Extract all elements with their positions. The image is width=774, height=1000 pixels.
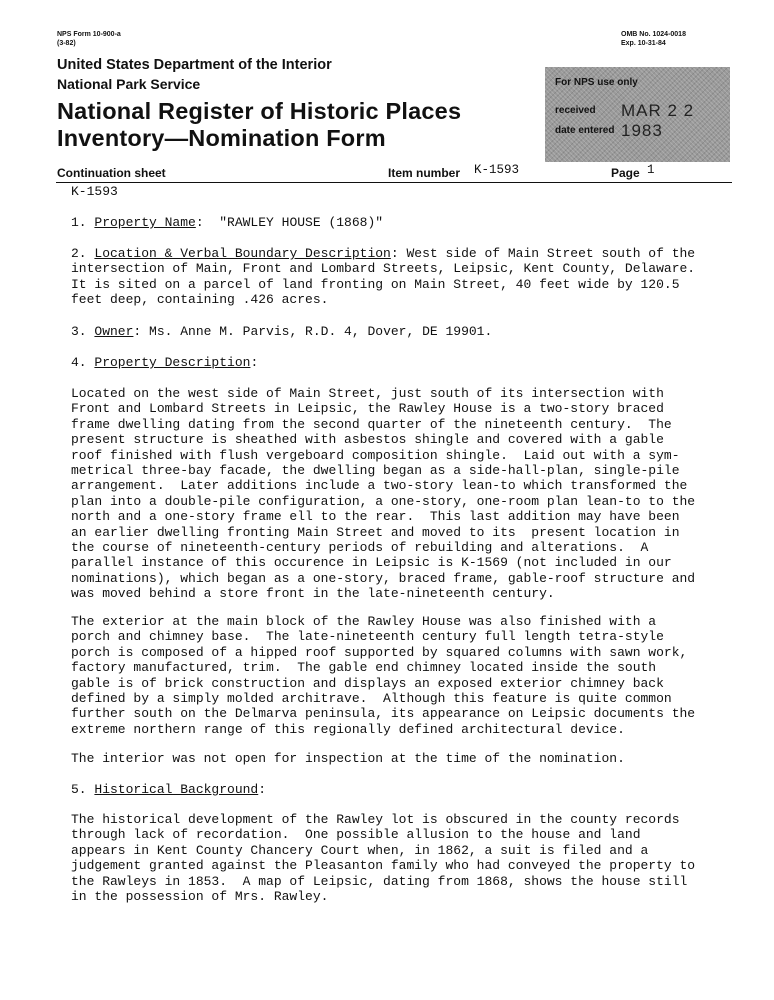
section-heading: Property Name [94, 215, 196, 230]
location-text-first-line: : West side of Main Street south of the [390, 246, 696, 261]
item-number-label: Item number [388, 166, 461, 180]
form-date-line: (3-82) [57, 40, 76, 47]
nps-use-label: For NPS use only [555, 77, 638, 88]
heading-colon: : [258, 782, 267, 797]
department-name: United States Department of the Interior [57, 57, 332, 73]
omb-info [621, 30, 686, 48]
section-heading: Owner [94, 324, 134, 339]
continuation-sheet-label: Continuation sheet [57, 166, 166, 180]
section-number: 5. [71, 782, 95, 797]
page-label: Page [611, 166, 640, 180]
section-heading: Historical Background [94, 782, 259, 797]
form-title [57, 98, 461, 152]
owner-text: : Ms. Anne M. Parvis, R.D. 4, Dover, DE 19901. [133, 324, 493, 339]
section-number: 2. [71, 246, 95, 261]
service-name: National Park Service [57, 76, 201, 92]
section-owner [71, 324, 711, 339]
nps-use-stamp [545, 67, 730, 162]
section-historical-background [71, 782, 711, 797]
received-label: received [555, 105, 596, 116]
date-entered-label: date entered [555, 125, 615, 136]
heading-colon: : [250, 355, 259, 370]
item-number-value: K-1593 [474, 163, 520, 177]
section-property-description [71, 355, 711, 370]
received-date-stamp: MAR 2 2 1983 [621, 101, 695, 140]
section-heading: Location & Verbal Boundary Description [94, 246, 391, 261]
section-heading: Property Description [94, 355, 251, 370]
history-paragraph: The historical development of the Rawley lot is obscured in the county records through lack of recordation. One possible allusion to the house and land appears in Kent County Chancery Court when, in 1862, a suit is filed and a judgement granted against the Pleasanton family who had conveyed the property to the Rawleys in 1853. A map of Leipsic, dating from 1868, shows the house still in the possession of Mrs. Rawley. [71, 812, 696, 905]
omb-number: OMB No. 1024-0018 [621, 31, 686, 38]
location-text: intersection of Main, Front and Lombard Streets, Leipsic, Kent County, Delaware. It is sited on a parcel of land fronting on Main Street, 40 feet wide by 120.5 feet deep, containing .426 acres. [71, 261, 696, 308]
description-paragraph-3: The interior was not open for inspection at the time of the nomination. [71, 751, 625, 766]
header-divider [56, 182, 732, 183]
form-number-line: NPS Form 10-900-a [57, 31, 121, 38]
section-location [71, 246, 711, 308]
section-number: 3. [71, 324, 95, 339]
description-paragraph-2: The exterior at the main block of the Rawley House was also finished with a porch and chimney base. The late-nineteenth century full length tetra-style porch is composed of a hipped roof supported by squared columns with sawn work, factory manufactured, trim. The gable end chimney located inside the south gable is of brick construction and displays an exposed exterior chimney back defined by a simply molded architrave. Although this feature is quite common further south on the Delmarva peninsula, its appearance on Leipsic documents the extreme northern range of this regionally defined architectural device. [71, 614, 696, 737]
form-number [57, 30, 121, 48]
section-number: 4. [71, 355, 95, 370]
section-property-name [71, 215, 711, 230]
page-number-value: 1 [647, 163, 655, 177]
property-name-text: : "RAWLEY HOUSE (1868)" [195, 215, 384, 230]
omb-expiration: Exp. 10-31-84 [621, 40, 666, 47]
site-reference-number: K-1593 [71, 184, 118, 199]
description-paragraph-1: Located on the west side of Main Street, just south of its intersection with Front and Lombard Streets in Leipsic, the Rawley House is a two-story braced frame dwelling dating from the second quarter of the nineteenth century. The present structure is sheathed with asbestos shingle and covered with a gable roof finished with flush vergeboard composition shingle. Laid out with a sym- metrical three-bay facade, the dwelling began as a side-hall-plan, single-pile arrangement. Later additions include a two-story lean-to which transformed the plan into a double-pile configuration, a one-story, one-room plan lean-to to the north and a one-story frame ell to the rear. This last addition may have been an earlier dwelling fronting Main Street and moved to its present location in the course of nineteenth-century periods of rebuilding and alterations. A parallel instance of this occurence in Leipsic is K-1569 (not included in our nominations), which began as a one-story, braced frame, gable-roof structure and was moved behind a store front in the late-nineteenth century. [71, 386, 696, 602]
form-title-line2: Inventory—Nomination Form [57, 125, 386, 151]
form-title-line1: National Register of Historic Places [57, 98, 462, 124]
section-number: 1. [71, 215, 95, 230]
